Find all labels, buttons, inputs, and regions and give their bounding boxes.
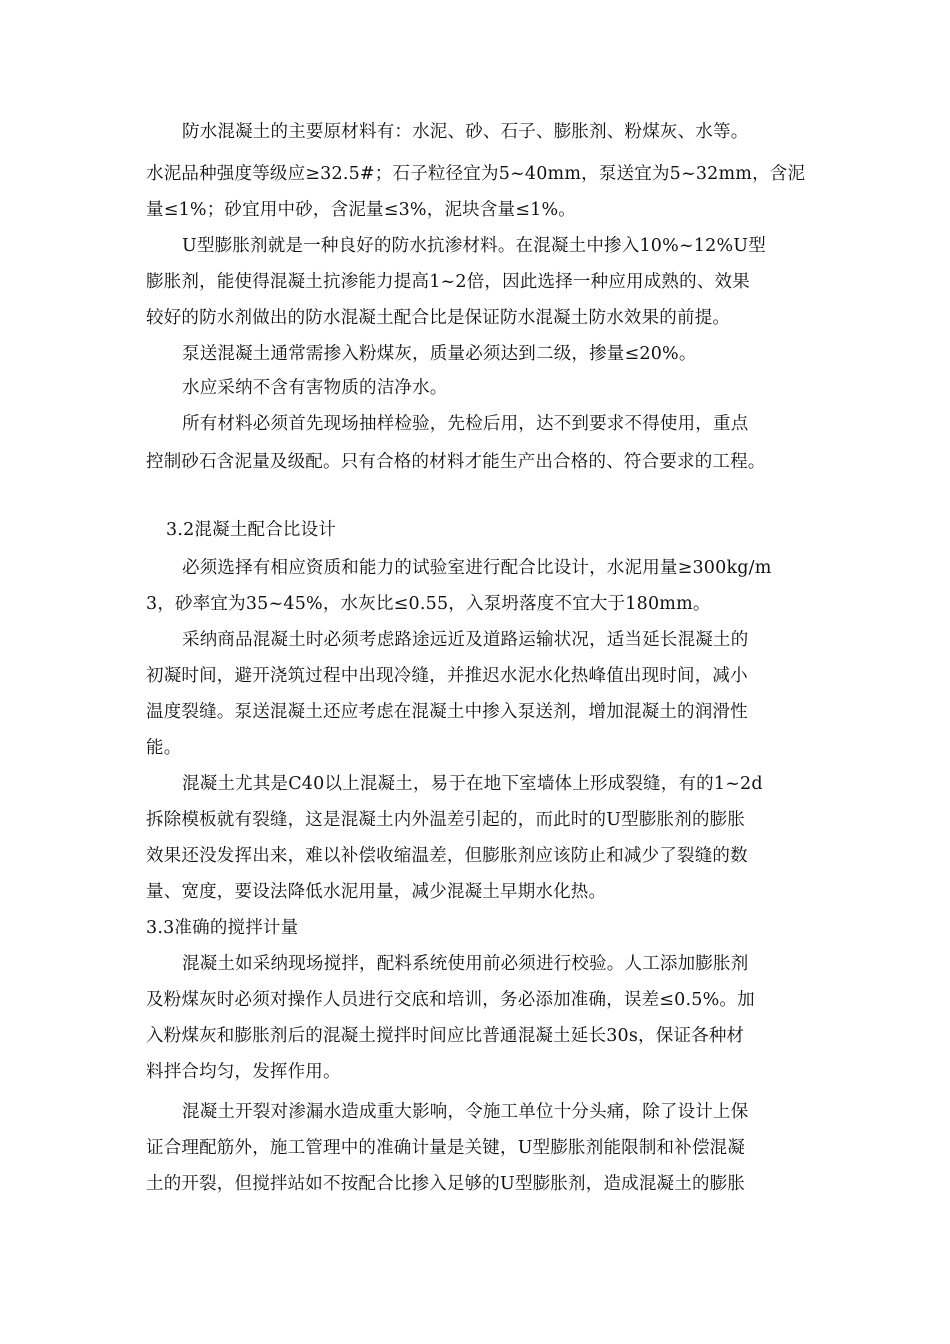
text-line: U型膨胀剂就是一种良好的防水抗渗材料。在混凝土中掺入10%~12%U型 [182, 236, 766, 256]
text-line: 采纳商品混凝土时必须考虑路途远近及道路运输状况，适当延长混凝土的 [182, 630, 749, 650]
text-line: 泵送混凝土通常需掺入粉煤灰，质量必须达到二级，掺量≤20%。 [182, 344, 697, 364]
text-line: 料拌合均匀，发挥作用。 [146, 1062, 341, 1082]
text-line: 入粉煤灰和膨胀剂后的混凝土搅拌时间应比普通混凝土延长30s，保证各种材 [146, 1026, 745, 1046]
section-heading: 3.2混凝土配合比设计 [166, 520, 337, 540]
text-line: 混凝土如采纳现场搅拌，配料系统使用前必须进行校验。人工添加膨胀剂 [182, 954, 749, 974]
text-line: 防水混凝土的主要原材料有：水泥、砂、石子、膨胀剂、粉煤灰、水等。 [182, 122, 749, 142]
text-line: 必须选择有相应资质和能力的试验室进行配合比设计，水泥用量≥300kg/m [182, 558, 772, 578]
text-line: 膨胀剂，能使得混凝土抗渗能力提高1~2倍，因此选择一种应用成熟的、效果 [146, 272, 750, 292]
text-line: 混凝土开裂对渗漏水造成重大影响，令施工单位十分头痛，除了设计上保 [182, 1102, 749, 1122]
text-line: 拆除模板就有裂缝，这是混凝土内外温差引起的，而此时的U型膨胀剂的膨胀 [146, 810, 746, 830]
text-line: 初凝时间，避开浇筑过程中出现冷缝，并推迟水泥水化热峰值出现时间，减小 [146, 666, 748, 686]
text-line: 混凝土尤其是C40以上混凝土，易于在地下室墙体上形成裂缝，有的1~2d [182, 774, 763, 794]
text-line: 证合理配筋外，施工管理中的准确计量是关键，U型膨胀剂能限制和补偿混凝 [146, 1138, 746, 1158]
text-line: 3，砂率宜为35~45%，水灰比≤0.55，入泵坍落度不宜大于180mm。 [146, 594, 711, 614]
section-heading: 3.3准确的搅拌计量 [146, 918, 299, 938]
text-line: 控制砂石含泥量及级配。只有合格的材料才能生产出合格的、符合要求的工程。 [146, 452, 766, 472]
text-line: 所有材料必须首先现场抽样检验，先检后用，达不到要求不得使用，重点 [182, 414, 749, 434]
text-line: 温度裂缝。泵送混凝土还应考虑在混凝土中掺入泵送剂，增加混凝土的润滑性 [146, 702, 748, 722]
text-line: 及粉煤灰时必须对操作人员进行交底和培训，务必添加准确，误差≤0.5%。加 [146, 990, 755, 1010]
text-line: 水应采纳不含有害物质的洁净水。 [182, 378, 448, 398]
text-line: 较好的防水剂做出的防水混凝土配合比是保证防水混凝土防水效果的前提。 [146, 308, 731, 328]
text-line: 水泥品种强度等级应≥32.5#；石子粒径宜为5~40mm，泵送宜为5~32mm，含泥 [146, 164, 806, 184]
text-line: 土的开裂，但搅拌站如不按配合比掺入足够的U型膨胀剂，造成混凝土的膨胀 [146, 1174, 746, 1194]
text-line: 量≤1%；砂宜用中砂，含泥量≤3%，泥块含量≤1%。 [146, 200, 576, 220]
text-line: 能。 [146, 738, 182, 758]
text-line: 效果还没发挥出来，难以补偿收缩温差，但膨胀剂应该防止和减少了裂缝的数 [146, 846, 748, 866]
text-line: 量、宽度，要设法降低水泥用量，减少混凝土早期水化热。 [146, 882, 607, 902]
